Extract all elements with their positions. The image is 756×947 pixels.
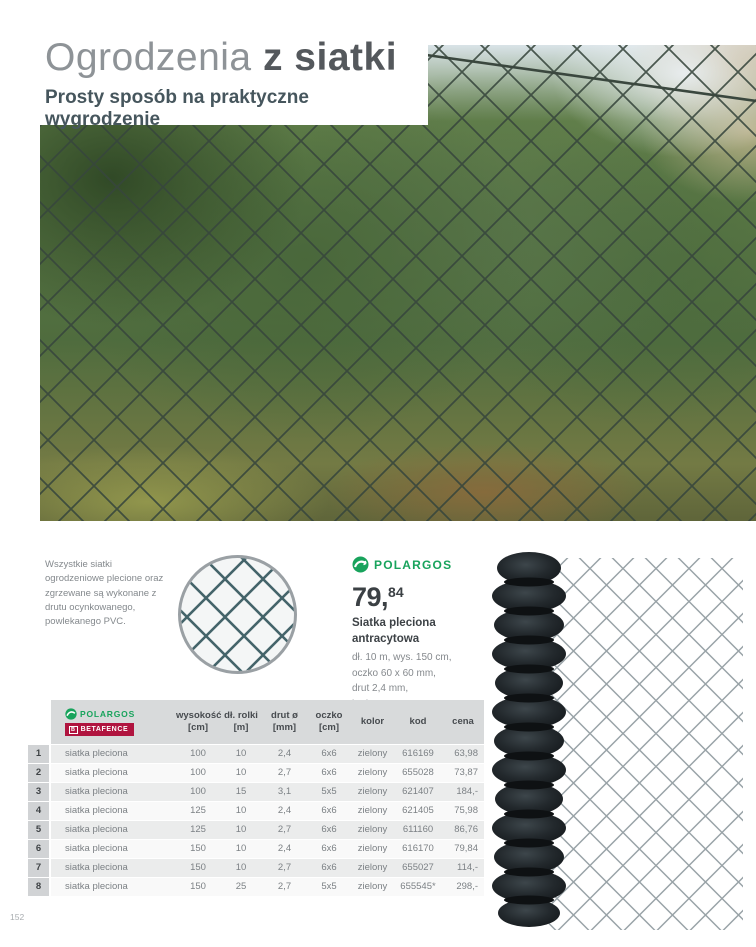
rolled-mesh-image (487, 550, 745, 942)
table-row (28, 859, 484, 877)
cell-color: zielony (357, 767, 388, 778)
cell-roll: 10 (235, 824, 247, 835)
col-header-roll-length: dł. rolki [m] (224, 709, 258, 733)
row-number: 3 (28, 783, 49, 801)
betafence-label: BETAFENCE (80, 726, 129, 733)
col-header-mesh-size: oczko [cm] (315, 709, 343, 733)
row-number: 5 (28, 821, 49, 839)
cell-code: 611160 (402, 824, 434, 835)
offer-block (352, 556, 482, 712)
col-header-color: kolor (360, 715, 385, 727)
product-detail-line: drut 2,4 mm, (352, 683, 409, 695)
cell-price: 184,- (456, 786, 478, 797)
intro-paragraph: Wszystkie siatki ogrodzeniowe plecione oraz zgrzewane są wykonane z drutu ocynkowanego, powlekanego PVC. (45, 559, 164, 627)
cell-name: siatka pleciona (65, 805, 128, 816)
cell-name: siatka pleciona (65, 767, 128, 778)
row-number: 2 (28, 764, 49, 782)
page-title (45, 36, 428, 80)
cell-wire: 2,7 (277, 767, 292, 778)
cell-code: 616169 (402, 748, 434, 759)
cell-color: zielony (357, 786, 388, 797)
betafence-badge (65, 723, 134, 736)
cell-code: 621405 (402, 805, 434, 816)
cell-color: zielony (357, 748, 388, 759)
cell-height: 125 (190, 805, 206, 816)
mesh-detail-pattern (181, 558, 294, 671)
cell-height: 150 (190, 843, 206, 854)
cell-roll: 10 (235, 843, 247, 854)
cell-mesh: 6x6 (321, 767, 337, 778)
product-name-line1: Siatka pleciona (352, 617, 436, 629)
table-row (28, 764, 484, 782)
row-number: 8 (28, 878, 49, 896)
cell-mesh: 5x5 (321, 786, 337, 797)
product-detail-line: dł. 10 m, wys. 150 cm, (352, 652, 452, 664)
cell-price: 114,- (457, 862, 478, 873)
col-header-height: wysokość [cm] (176, 709, 222, 733)
cell-mesh: 6x6 (321, 824, 337, 835)
cell-price: 63,98 (454, 748, 478, 759)
polargos-logo-icon (65, 708, 77, 720)
cell-code: 655545* (400, 881, 436, 892)
table-row (28, 821, 484, 839)
row-number: 1 (28, 745, 49, 763)
polargos-brand (352, 556, 482, 573)
cell-wire: 3,1 (277, 786, 292, 797)
table-row (28, 802, 484, 820)
cell-height: 100 (190, 786, 206, 797)
price-main: 79, (352, 582, 389, 612)
table-row (28, 878, 484, 896)
cell-wire: 2,4 (277, 748, 292, 759)
price (352, 582, 482, 613)
cell-code: 616170 (402, 843, 434, 854)
table-row (28, 783, 484, 801)
cell-price: 86,76 (454, 824, 478, 835)
cell-price: 298,- (456, 881, 478, 892)
page-title-bold: z siatki (262, 36, 398, 79)
cell-code: 621407 (402, 786, 434, 797)
table-brand-label: POLARGOS (80, 709, 136, 719)
row-number: 7 (28, 859, 49, 877)
col-header-code: kod (409, 715, 427, 727)
betafence-logo-icon: B (71, 726, 76, 733)
table-brand-cell (51, 708, 176, 736)
cell-color: zielony (357, 881, 388, 892)
table-row (28, 745, 484, 763)
cell-price: 73,87 (454, 767, 478, 778)
cell-height: 125 (190, 824, 206, 835)
cell-roll: 10 (235, 862, 247, 873)
cell-height: 100 (190, 767, 206, 778)
cell-color: zielony (357, 805, 388, 816)
cell-height: 150 (190, 881, 206, 892)
polargos-logo-icon (352, 556, 369, 573)
cell-name: siatka pleciona (65, 748, 128, 759)
row-number: 4 (28, 802, 49, 820)
cell-wire: 2,7 (277, 881, 292, 892)
cell-price: 79,84 (454, 843, 478, 854)
page-subtitle: Prosty sposób na praktyczne wygrodzenie (45, 87, 309, 130)
cell-roll: 10 (235, 805, 247, 816)
cell-mesh: 6x6 (321, 862, 337, 873)
cell-wire: 2,4 (277, 805, 292, 816)
cell-code: 655027 (402, 862, 434, 873)
title-block (0, 0, 428, 130)
cell-mesh: 5x5 (321, 881, 337, 892)
price-decimal: 84 (388, 584, 404, 600)
product-name-line2: antracytowa (352, 633, 420, 646)
cell-name: siatka pleciona (65, 881, 128, 892)
cell-wire: 2,4 (277, 843, 292, 854)
table-row (28, 840, 484, 858)
cell-roll: 10 (235, 767, 247, 778)
number-column-spacer (28, 700, 49, 744)
row-number: 6 (28, 840, 49, 858)
cell-price: 75,98 (454, 805, 478, 816)
product-name (352, 615, 482, 647)
cell-roll: 25 (235, 881, 247, 892)
cell-color: zielony (357, 843, 388, 854)
page-number: 152 (10, 912, 25, 922)
cell-wire: 2,7 (277, 862, 292, 873)
cell-color: zielony (357, 862, 388, 873)
product-spec-table (28, 700, 484, 896)
mesh-detail-inset (178, 555, 297, 674)
cell-wire: 2,7 (277, 824, 292, 835)
cell-code: 655028 (402, 767, 434, 778)
cell-roll: 10 (235, 748, 247, 759)
cell-name: siatka pleciona (65, 843, 128, 854)
col-header-wire-diameter: drut ø [mm] (271, 709, 298, 733)
page-title-light: Ogrodzenia (45, 36, 263, 79)
cell-height: 150 (190, 862, 206, 873)
cell-mesh: 6x6 (321, 748, 337, 759)
cell-color: zielony (357, 824, 388, 835)
cell-name: siatka pleciona (65, 824, 128, 835)
polargos-brand-label: POLARGOS (374, 557, 453, 572)
cell-mesh: 6x6 (321, 843, 337, 854)
table-header (28, 700, 484, 744)
product-detail-line: oczko 60 x 60 mm, (352, 667, 436, 679)
cell-height: 100 (190, 748, 206, 759)
col-header-price: cena (452, 715, 474, 727)
cell-mesh: 6x6 (321, 805, 337, 816)
cell-name: siatka pleciona (65, 786, 128, 797)
cell-name: siatka pleciona (65, 862, 128, 873)
cell-roll: 15 (235, 786, 247, 797)
product-photo-roll (487, 550, 745, 947)
